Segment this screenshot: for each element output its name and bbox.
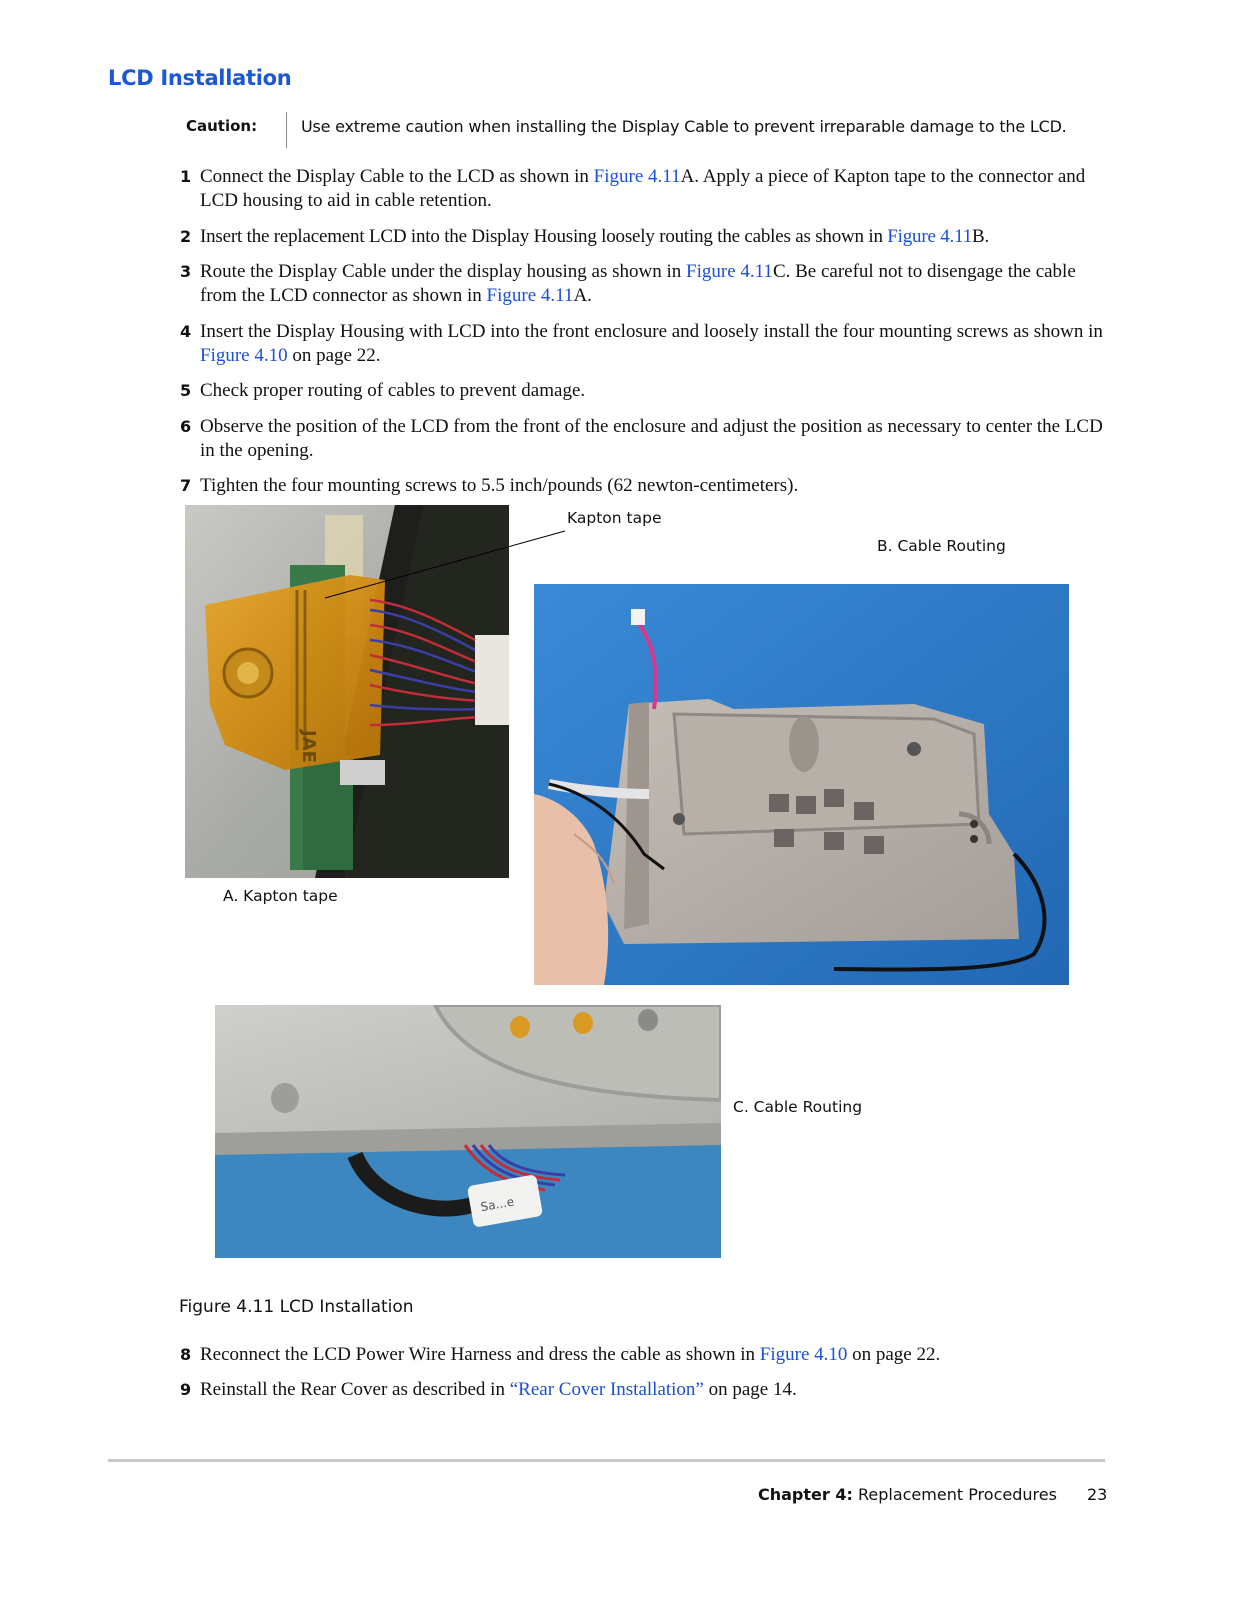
footer-chapter-title: Replacement Procedures xyxy=(857,1485,1057,1504)
step-number: 6 xyxy=(180,417,192,436)
label-a: A. Kapton tape xyxy=(223,887,338,905)
footer-chapter-number: Chapter 4: xyxy=(758,1485,853,1504)
step-number: 7 xyxy=(180,476,192,495)
step-number: 8 xyxy=(180,1345,192,1364)
caution-divider xyxy=(286,112,287,148)
step-number: 3 xyxy=(180,262,192,281)
footer-divider xyxy=(108,1459,1105,1462)
section-heading: LCD Installation xyxy=(108,66,292,90)
step-text: Observe the position of the LCD from the front of the enclosure and adjust the position as necessary to center the LCD in the opening. xyxy=(200,416,1103,461)
caution-text: Use extreme caution when installing the Display Cable to prevent irreparable damage to the LCD. xyxy=(301,117,1067,136)
jae-mark: JAE xyxy=(298,730,319,763)
callout-leader-line xyxy=(320,528,570,603)
step-number: 9 xyxy=(180,1380,192,1399)
step-number: 5 xyxy=(180,381,192,400)
photo-cable-routing-c xyxy=(215,1005,721,1258)
callout-kapton-tape: Kapton tape xyxy=(567,509,662,527)
caution-label: Caution: xyxy=(186,117,258,135)
figure-link[interactable]: Figure 4.10 xyxy=(759,1344,848,1365)
photo-cable-routing-b xyxy=(534,584,1069,985)
figure-link[interactable]: Figure 4.11 xyxy=(486,285,574,306)
step-number: 1 xyxy=(180,167,192,186)
step-text: Route the Display Cable under the display housing as shown in Figure 4.11C. Be careful not to disengage the cable from the LCD connector as shown in Figure 4.11A. xyxy=(200,261,1076,306)
label-c: C. Cable Routing xyxy=(733,1098,863,1116)
step-number: 2 xyxy=(180,227,192,246)
step-text: Tighten the four mounting screws to 5.5 inch/pounds (62 newton-centimeters). xyxy=(200,475,799,496)
figure-link[interactable]: Figure 4.10 xyxy=(200,345,288,366)
page-number: 23 xyxy=(1087,1485,1108,1504)
label-b: B. Cable Routing xyxy=(877,537,1006,555)
figure-link[interactable]: Figure 4.11 xyxy=(686,261,773,282)
step-text: Reconnect the LCD Power Wire Harness and dress the cable as shown in Figure 4.10 on page 22. xyxy=(200,1344,941,1365)
section-link[interactable]: “Rear Cover Installation” xyxy=(509,1379,704,1400)
figure-caption: Figure 4.11 LCD Installation xyxy=(179,1297,414,1317)
footer-chapter xyxy=(758,1485,1057,1504)
step-text: Reinstall the Rear Cover as described in “Rear Cover Installation” on page 14. xyxy=(200,1379,797,1400)
step-text: Insert the Display Housing with LCD into the front enclosure and loosely install the four mounting screws as shown in Figure 4.10 on page 22. xyxy=(200,321,1103,366)
step-text: Check proper routing of cables to prevent damage. xyxy=(200,380,586,401)
step-text: Connect the Display Cable to the LCD as shown in Figure 4.11A. Apply a piece of Kapton tape to the connector and LCD housing to aid in cable retention. xyxy=(200,166,1086,211)
cable-label: Sa...e xyxy=(479,1194,516,1215)
figure-link[interactable]: Figure 4.11 xyxy=(887,226,972,247)
step-text: Insert the replacement LCD into the Display Housing loosely routing the cables as shown in Figure 4.11B. xyxy=(200,226,990,247)
figure-link[interactable]: Figure 4.11 xyxy=(593,166,681,187)
step-number: 4 xyxy=(180,322,192,341)
